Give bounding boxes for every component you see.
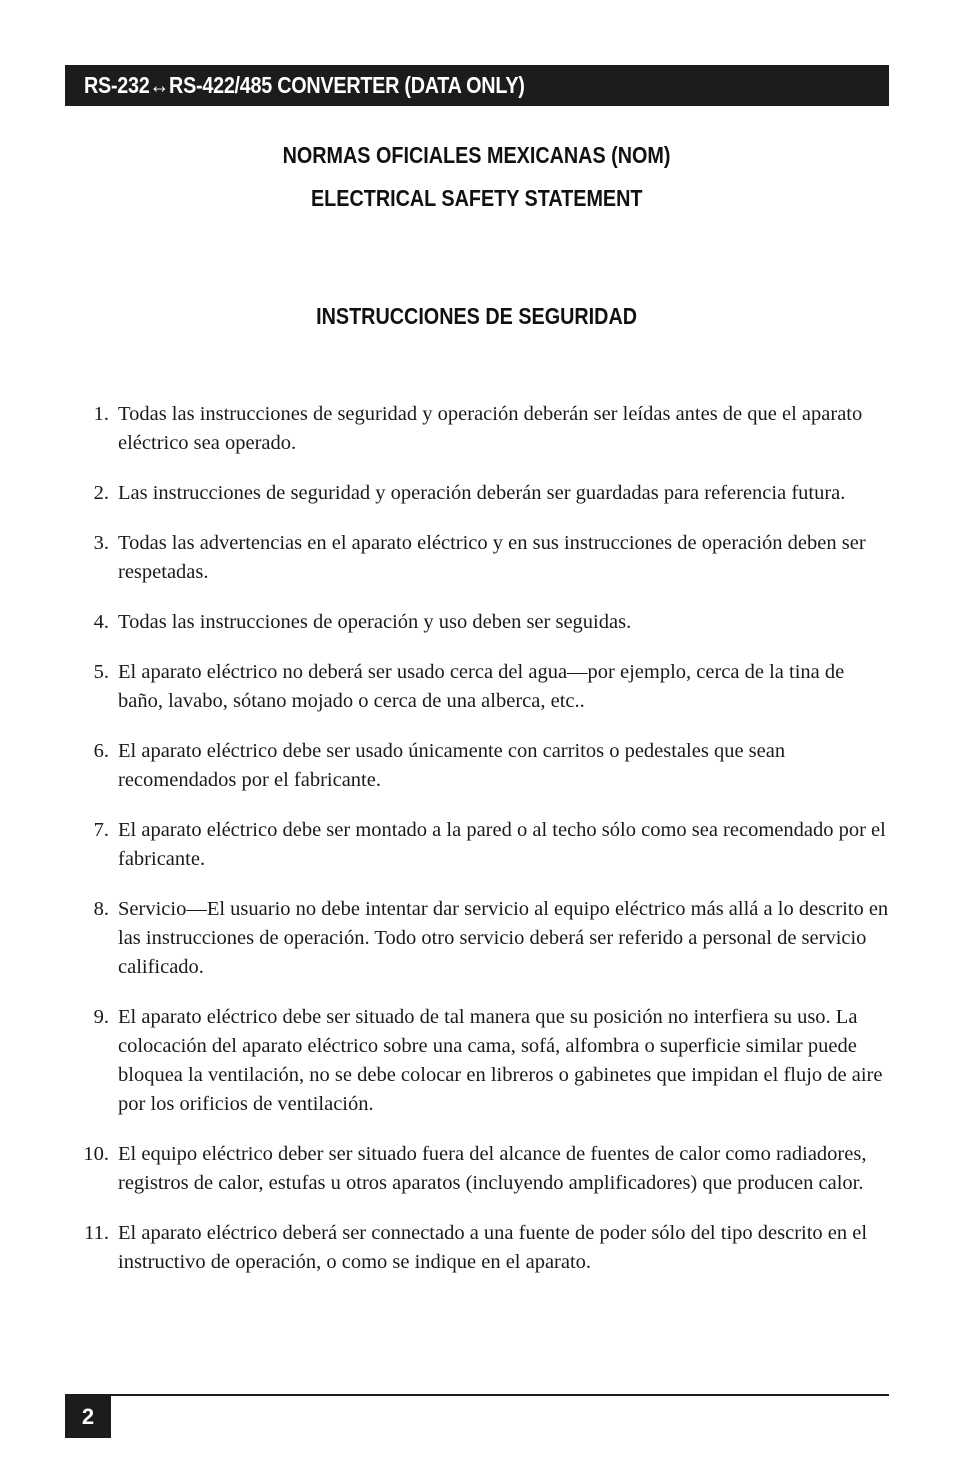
list-item xyxy=(65,658,889,716)
list-item-text: Las instrucciones de seguridad y operación deberán ser guardadas para referencia futura. xyxy=(118,482,846,504)
list-item-number: 11. xyxy=(84,1222,109,1244)
safety-instructions-list xyxy=(65,400,889,1298)
list-item-text: El aparato eléctrico no deberá ser usado cerca del agua—por ejemplo, cerca de la tina de baño, lavabo, sótano mojado o cerca de una alberca, etc.. xyxy=(118,661,845,712)
list-item-number: 6. xyxy=(93,740,109,762)
list-item-number: 10. xyxy=(83,1143,109,1165)
list-item xyxy=(65,400,889,458)
list-item xyxy=(65,529,889,587)
list-item-number: 1. xyxy=(93,403,109,425)
list-item xyxy=(65,1140,889,1198)
list-item-number: 7. xyxy=(93,819,109,841)
footer-divider xyxy=(65,1394,889,1396)
heading-instrucciones: INSTRUCCIONES DE SEGURIDAD xyxy=(316,303,638,329)
list-item-text: El aparato eléctrico deberá ser connectado a una fuente de poder sólo del tipo descrito en el instructivo de operación, o como se indique en el aparato. xyxy=(118,1222,868,1273)
list-item-number: 3. xyxy=(93,532,109,554)
heading-nom: NORMAS OFICIALES MEXICANAS (NOM) xyxy=(283,142,671,168)
list-item xyxy=(65,479,889,508)
list-item-text: Todas las instrucciones de operación y uso deben ser seguidas. xyxy=(118,611,632,633)
list-item-text: Todas las advertencias en el aparato eléctrico y en sus instrucciones de operación deben ser respetadas. xyxy=(118,532,866,583)
list-item xyxy=(65,895,889,982)
list-item-text: El equipo eléctrico deber ser situado fuera del alcance de fuentes de calor como radiadores, registros de calor, estufas u otros aparatos (incluyendo amplificadores) que producen calor. xyxy=(118,1143,867,1194)
list-item xyxy=(65,737,889,795)
list-item-text: Todas las instrucciones de seguridad y operación deberán ser leídas antes de que el aparato eléctrico sea operado. xyxy=(118,403,863,454)
document-title: RS-232↔RS-422/485 CONVERTER (DATA ONLY) xyxy=(84,72,525,98)
list-item-number: 2. xyxy=(93,482,109,504)
list-item-number: 4. xyxy=(93,611,109,633)
list-item-text: El aparato eléctrico debe ser montado a la pared o al techo sólo como sea recomendado por el fabricante. xyxy=(118,819,886,870)
document-header-bar xyxy=(65,65,889,106)
list-item xyxy=(65,1219,889,1277)
list-item xyxy=(65,816,889,874)
list-item-text: El aparato eléctrico debe ser usado únicamente con carritos o pedestales que sean recomendados por el fabricante. xyxy=(118,740,786,791)
list-item xyxy=(65,608,889,637)
list-item-text: Servicio—El usuario no debe intentar dar servicio al equipo eléctrico más allá a lo descrito en las instrucciones de operación. Todo otro servicio deberá ser referido a personal de servicio calificado. xyxy=(118,898,889,978)
list-item-number: 8. xyxy=(93,898,109,920)
heading-safety-statement: ELECTRICAL SAFETY STATEMENT xyxy=(311,185,643,211)
list-item-text: El aparato eléctrico debe ser situado de tal manera que su posición no interfiera su uso. La colocación del aparato eléctrico sobre una cama, sofá, alfombra o superficie similar puede bloquea la ventilación, no se debe colocar en libreros o gabinetes que impidan el flujo de aire por los orificios de ventilación. xyxy=(118,1006,883,1115)
list-item xyxy=(65,1003,889,1119)
page-number: 2 xyxy=(65,1396,111,1438)
list-item-number: 5. xyxy=(93,661,109,683)
list-item-number: 9. xyxy=(93,1006,109,1028)
